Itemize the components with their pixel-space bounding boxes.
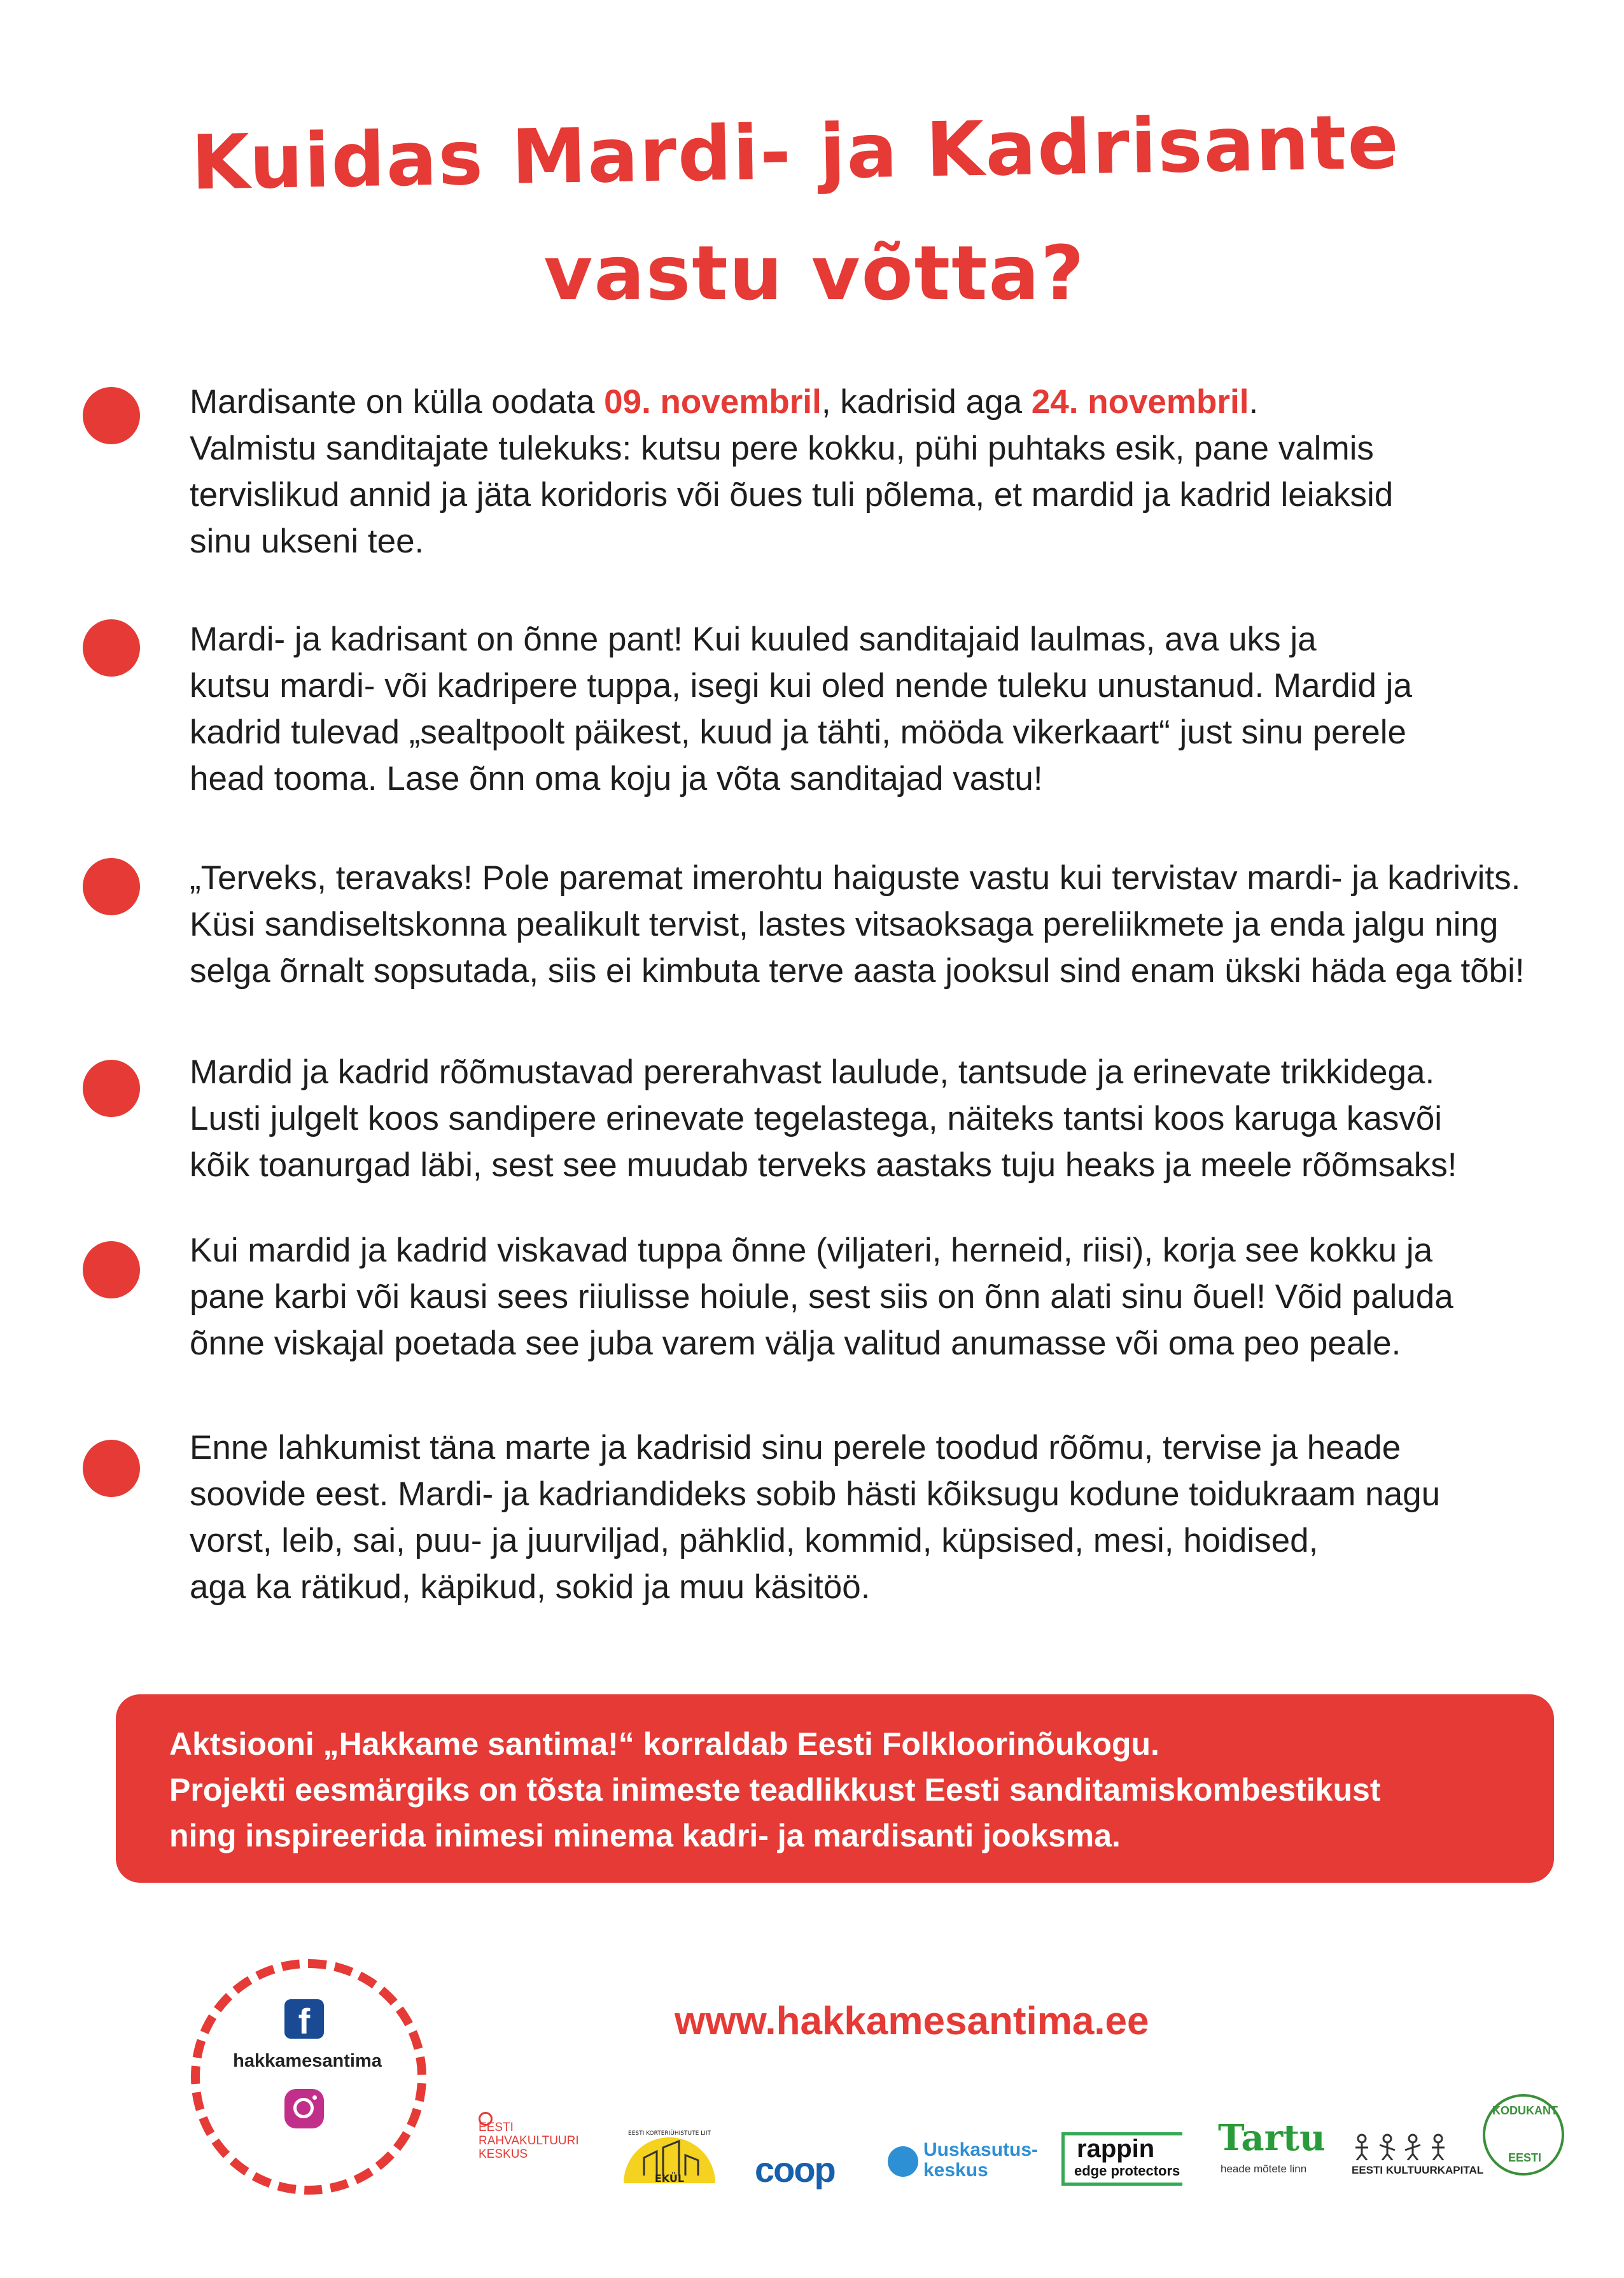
paragraph-line: aga ka rätikud, käpikud, sokid ja muu käsitöö.: [190, 1568, 871, 1606]
kodukant-bottom: EESTI: [1508, 2151, 1542, 2164]
erk-logo: [479, 2117, 579, 2161]
website-link[interactable]: www.hakkamesantima.ee: [675, 1999, 1149, 2043]
rappin-name: rappin: [1077, 2135, 1155, 2163]
erk-logo-text: EESTI: [479, 2121, 514, 2134]
uuskasutuskeskus-logo: [888, 2140, 1038, 2181]
social-circle: [191, 1959, 426, 2195]
paragraph-line: Mardi- ja kadrisant on õnne pant! Kui kuuled sanditajaid laulmas, ava uks ja: [190, 621, 1317, 658]
ekyl-logo: [619, 2126, 720, 2184]
erk-logo-text: KESKUS: [479, 2148, 528, 2161]
paragraph-line: kutsu mardi- või kadripere tuppa, isegi kui oled nende tuleku unustanud. Mardid ja: [190, 667, 1412, 705]
page-title-line-1: Kuidas Mardi- ja Kadrisante: [190, 97, 1401, 207]
paragraph-line: tervislikud annid ja jäta koridoris või õues tuli põlema, et mardid ja kadrid leiaksid: [190, 476, 1394, 514]
facebook-icon[interactable]: f: [284, 1999, 324, 2039]
ekyl-abbr: EKÜL: [654, 2172, 685, 2184]
bullet-dot: [83, 619, 140, 677]
bullet-dot: [83, 1440, 140, 1497]
paragraph-dates: [190, 379, 1577, 565]
paragraph-line: head tooma. Lase õnn oma koju ja võta sanditajad vastu!: [190, 760, 1043, 798]
paragraph-health: [190, 855, 1577, 994]
paragraph-luck: [190, 616, 1577, 802]
bullet-dot: [83, 858, 140, 915]
paragraph-text: Mardisante on külla oodata: [190, 383, 605, 421]
bullet-dot: [83, 1060, 140, 1117]
uusk-logo-text: Uuskasutus-: [923, 2139, 1039, 2160]
paragraph-line: pane karbi või kausi sees riiulisse hoiule, sest siis on õnn alati sinu õuel! Võid paluda: [190, 1278, 1453, 1316]
paragraph-text: .: [1249, 383, 1259, 421]
instagram-icon[interactable]: [284, 2089, 324, 2128]
kulka-figures-icon: [1352, 2132, 1453, 2160]
paragraph-line: kadrid tulevad „sealtpoolt päikest, kuud ja tähti, mööda vikerkaart“ just sinu perele: [190, 714, 1406, 751]
paragraph-line: sinu ukseni tee.: [190, 523, 424, 560]
paragraph-gifts: [190, 1424, 1577, 1610]
paragraph-line: Küsi sandiseltskonna pealikult tervist, lastes vitsaoksaga pereliikmete ja enda jalgu ning: [190, 906, 1499, 943]
paragraph-line: vorst, leib, sai, puu- ja juurviljad, pähklid, kommid, küpsised, mesi, hoidised,: [190, 1522, 1319, 1559]
paragraph-line: Kui mardid ja kadrid viskavad tuppa õnne (viljateri, herneid, riisi), korja see kokku ja: [190, 1232, 1433, 1269]
tartu-logo: Tartu: [1218, 2117, 1326, 2159]
paragraph-grains: [190, 1227, 1577, 1367]
kulka-logo: EESTI KULTUURKAPITAL: [1352, 2164, 1484, 2176]
coop-logo: coop: [755, 2149, 835, 2190]
paragraph-line: Valmistu sanditajate tulekuks: kutsu pere kokku, pühi puhtaks esik, pane valmis: [190, 430, 1374, 467]
uusk-logo-text: keskus: [923, 2160, 988, 2181]
kodukant-top: KODUKANT: [1492, 2104, 1558, 2117]
date-martinmas: 09. novembril: [604, 383, 822, 421]
paragraph-line: Mardid ja kadrid rõõmustavad pererahvast laulude, tantsude ja erinevate trikkidega.: [190, 1053, 1435, 1091]
paragraph-line: kõik toanurgad läbi, sest see muudab terveks aastaks tuju heaks ja meele rõõmsaks!: [190, 1146, 1457, 1184]
banner-line: ning inspireerida inimesi minema kadri- ja mardisanti jooksma.: [169, 1818, 1121, 1853]
paragraph-line: Lusti julgelt koos sandipere erinevate tegelastega, näiteks tantsi koos karuga kasvõi: [190, 1100, 1443, 1137]
tartu-slogan: heade mõtete linn: [1221, 2163, 1307, 2175]
social-handle[interactable]: hakkamesantima: [233, 2051, 382, 2071]
rappin-sub: edge protectors: [1074, 2163, 1180, 2179]
banner-line: Aktsiooni „Hakkame santima!“ korraldab Eesti Folkloorinõukogu.: [169, 1726, 1159, 1762]
erk-logo-text: RAHVAKULTUURI: [479, 2134, 579, 2148]
info-banner: [116, 1694, 1554, 1883]
ekyl-name: EESTI KORTERIÜHISTUTE LIIT: [628, 2130, 711, 2137]
date-catherines-day: 24. novembril: [1031, 383, 1249, 421]
paragraph-fun: [190, 1049, 1577, 1188]
page-title-line-2: vastu võtta?: [543, 229, 1086, 317]
paragraph-line: soovide eest. Mardi- ja kadriandideks sobib hästi kõiksugu kodune toidukraam nagu: [190, 1475, 1441, 1513]
paragraph-line: „Terveks, teravaks! Pole paremat imerohtu haiguste vastu kui tervistav mardi- ja kadrivits.: [190, 859, 1521, 897]
bullet-dot: [83, 1241, 140, 1298]
paragraph-line: Enne lahkumist täna marte ja kadrisid sinu perele toodud rõõmu, tervise ja heade: [190, 1429, 1401, 1466]
paragraph-line: õnne viskajal poetada see juba varem välja valitud anumasse või oma peo peale.: [190, 1325, 1401, 1362]
banner-line: Projekti eesmärgiks on tõsta inimeste teadlikkust Eesti sanditamiskombestikust: [169, 1772, 1381, 1808]
bullet-dot: [83, 387, 140, 444]
paragraph-text: , kadrisid aga: [821, 383, 1032, 421]
paragraph-line: selga õrnalt sopsutada, siis ei kimbuta terve aasta jooksul sind enam ükski häda ega tõbi!: [190, 952, 1525, 990]
